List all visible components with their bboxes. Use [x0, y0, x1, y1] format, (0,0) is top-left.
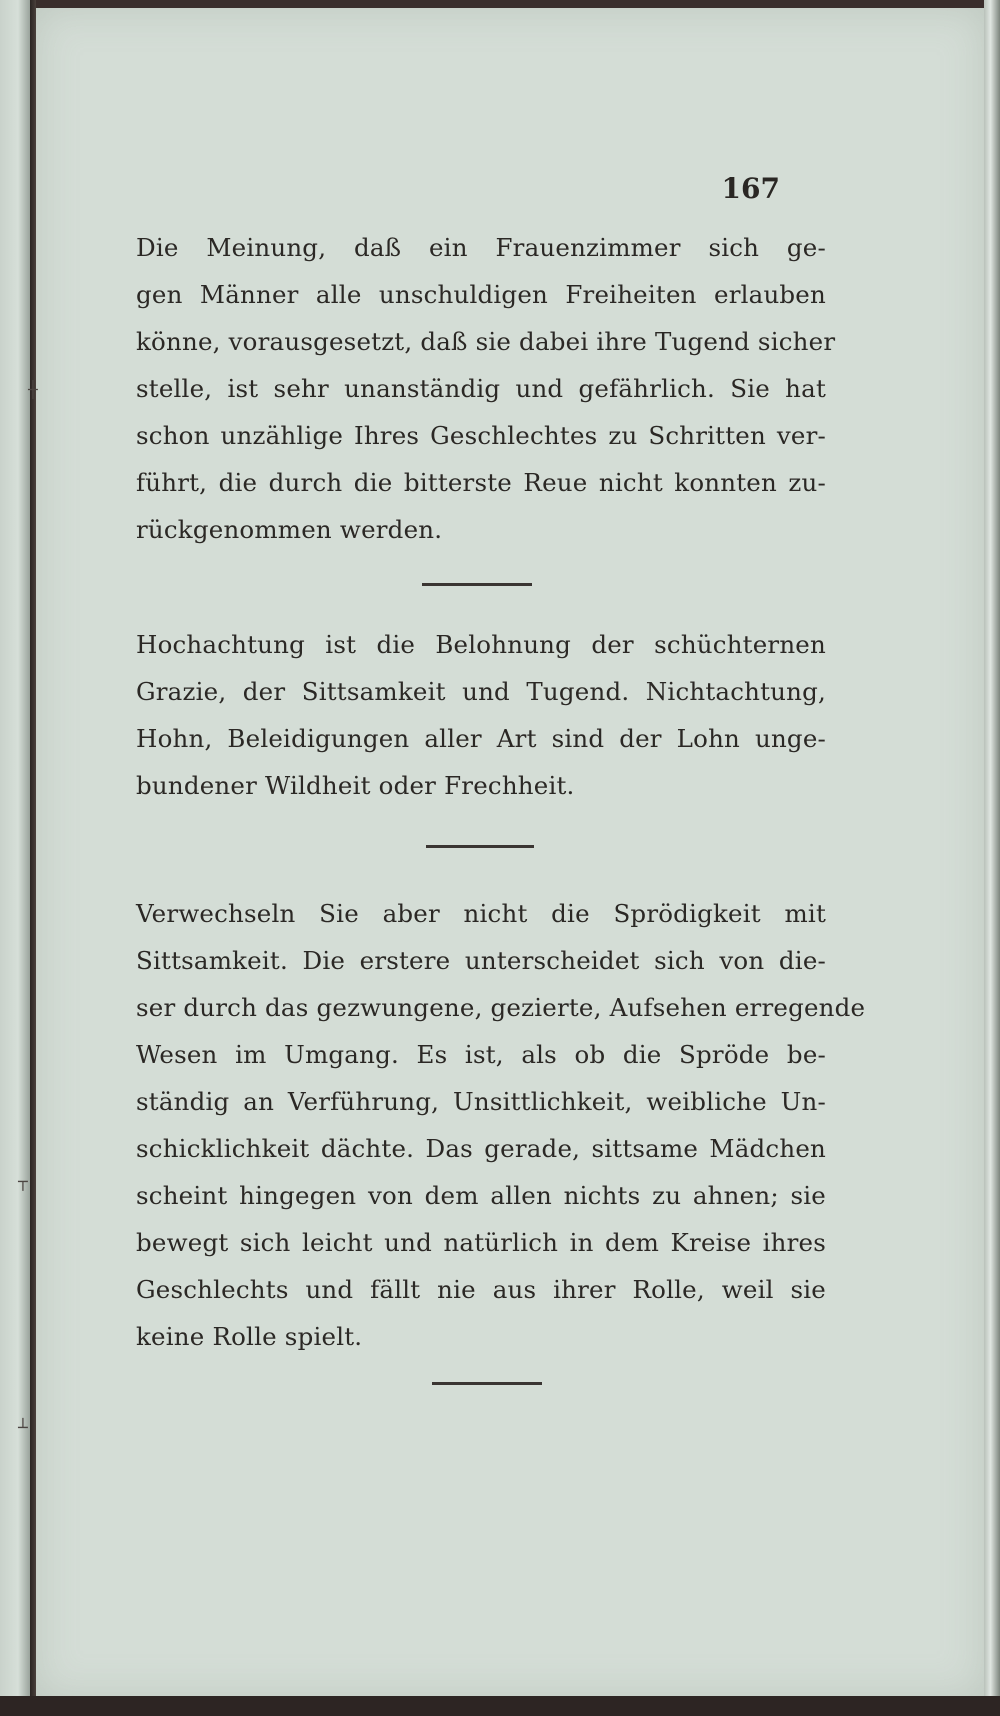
- text-line: stelle, ist sehr unanständig und gefährlich. Sie hat: [136, 374, 826, 403]
- text-line: Die Meinung, daß ein Frauenzimmer sich ge-: [136, 233, 826, 262]
- text-line: keine Rolle spielt.: [136, 1322, 363, 1351]
- text-line: scheint hingegen von dem allen nichts zu ahnen; sie: [136, 1181, 826, 1210]
- bottom-edge: [0, 1696, 1000, 1716]
- text-line: könne, vorausgesetzt, daß sie dabei ihre Tugend sicher: [136, 327, 836, 356]
- margin-tick-mark: ┼: [28, 380, 38, 399]
- text-line: Verwechseln Sie aber nicht die Sprödigkeit mit: [136, 899, 826, 928]
- text-line: Sittsamkeit. Die erstere unterscheidet sich von die-: [136, 946, 826, 975]
- text-line: schicklichkeit dächte. Das gerade, sittsame Mädchen: [136, 1134, 826, 1163]
- text-line: rückgenommen werden.: [136, 515, 443, 544]
- text-line: führt, die durch die bitterste Reue nicht konnten zu-: [136, 468, 826, 497]
- text-line: Hochachtung ist die Belohnung der schüchternen: [136, 630, 826, 659]
- page-number: 167: [721, 172, 780, 205]
- left-page-edge: [0, 0, 30, 1716]
- paragraph-1: [136, 224, 836, 553]
- text-line: schon unzählige Ihres Geschlechtes zu Schritten ver-: [136, 421, 826, 450]
- text-line: bewegt sich leicht und natürlich in dem Kreise ihres: [136, 1228, 826, 1257]
- text-line: Hohn, Beleidigungen aller Art sind der Lohn unge-: [136, 724, 826, 753]
- text-line: bundener Wildheit oder Frechheit.: [136, 771, 575, 800]
- text-line: Grazie, der Sittsamkeit und Tugend. Nichtachtung,: [136, 677, 826, 706]
- margin-tick-mark: ┴: [18, 1418, 28, 1437]
- section-divider: [426, 845, 534, 848]
- section-divider: [422, 583, 532, 586]
- text-line: ser durch das gezwungene, gezierte, Aufsehen erregende: [136, 993, 866, 1022]
- paragraph-3: [136, 890, 866, 1360]
- right-page-edge: [984, 0, 1000, 1716]
- text-line: Geschlechts und fällt nie aus ihrer Rolle, weil sie: [136, 1275, 826, 1304]
- text-line: Wesen im Umgang. Es ist, als ob die Spröde be-: [136, 1040, 826, 1069]
- paragraph-2: [136, 621, 826, 809]
- margin-tick-mark: ┬: [18, 1172, 28, 1191]
- text-line: gen Männer alle unschuldigen Freiheiten erlauben: [136, 280, 826, 309]
- section-divider: [432, 1382, 542, 1385]
- text-line: ständig an Verführung, Unsittlichkeit, weibliche Un-: [136, 1087, 826, 1116]
